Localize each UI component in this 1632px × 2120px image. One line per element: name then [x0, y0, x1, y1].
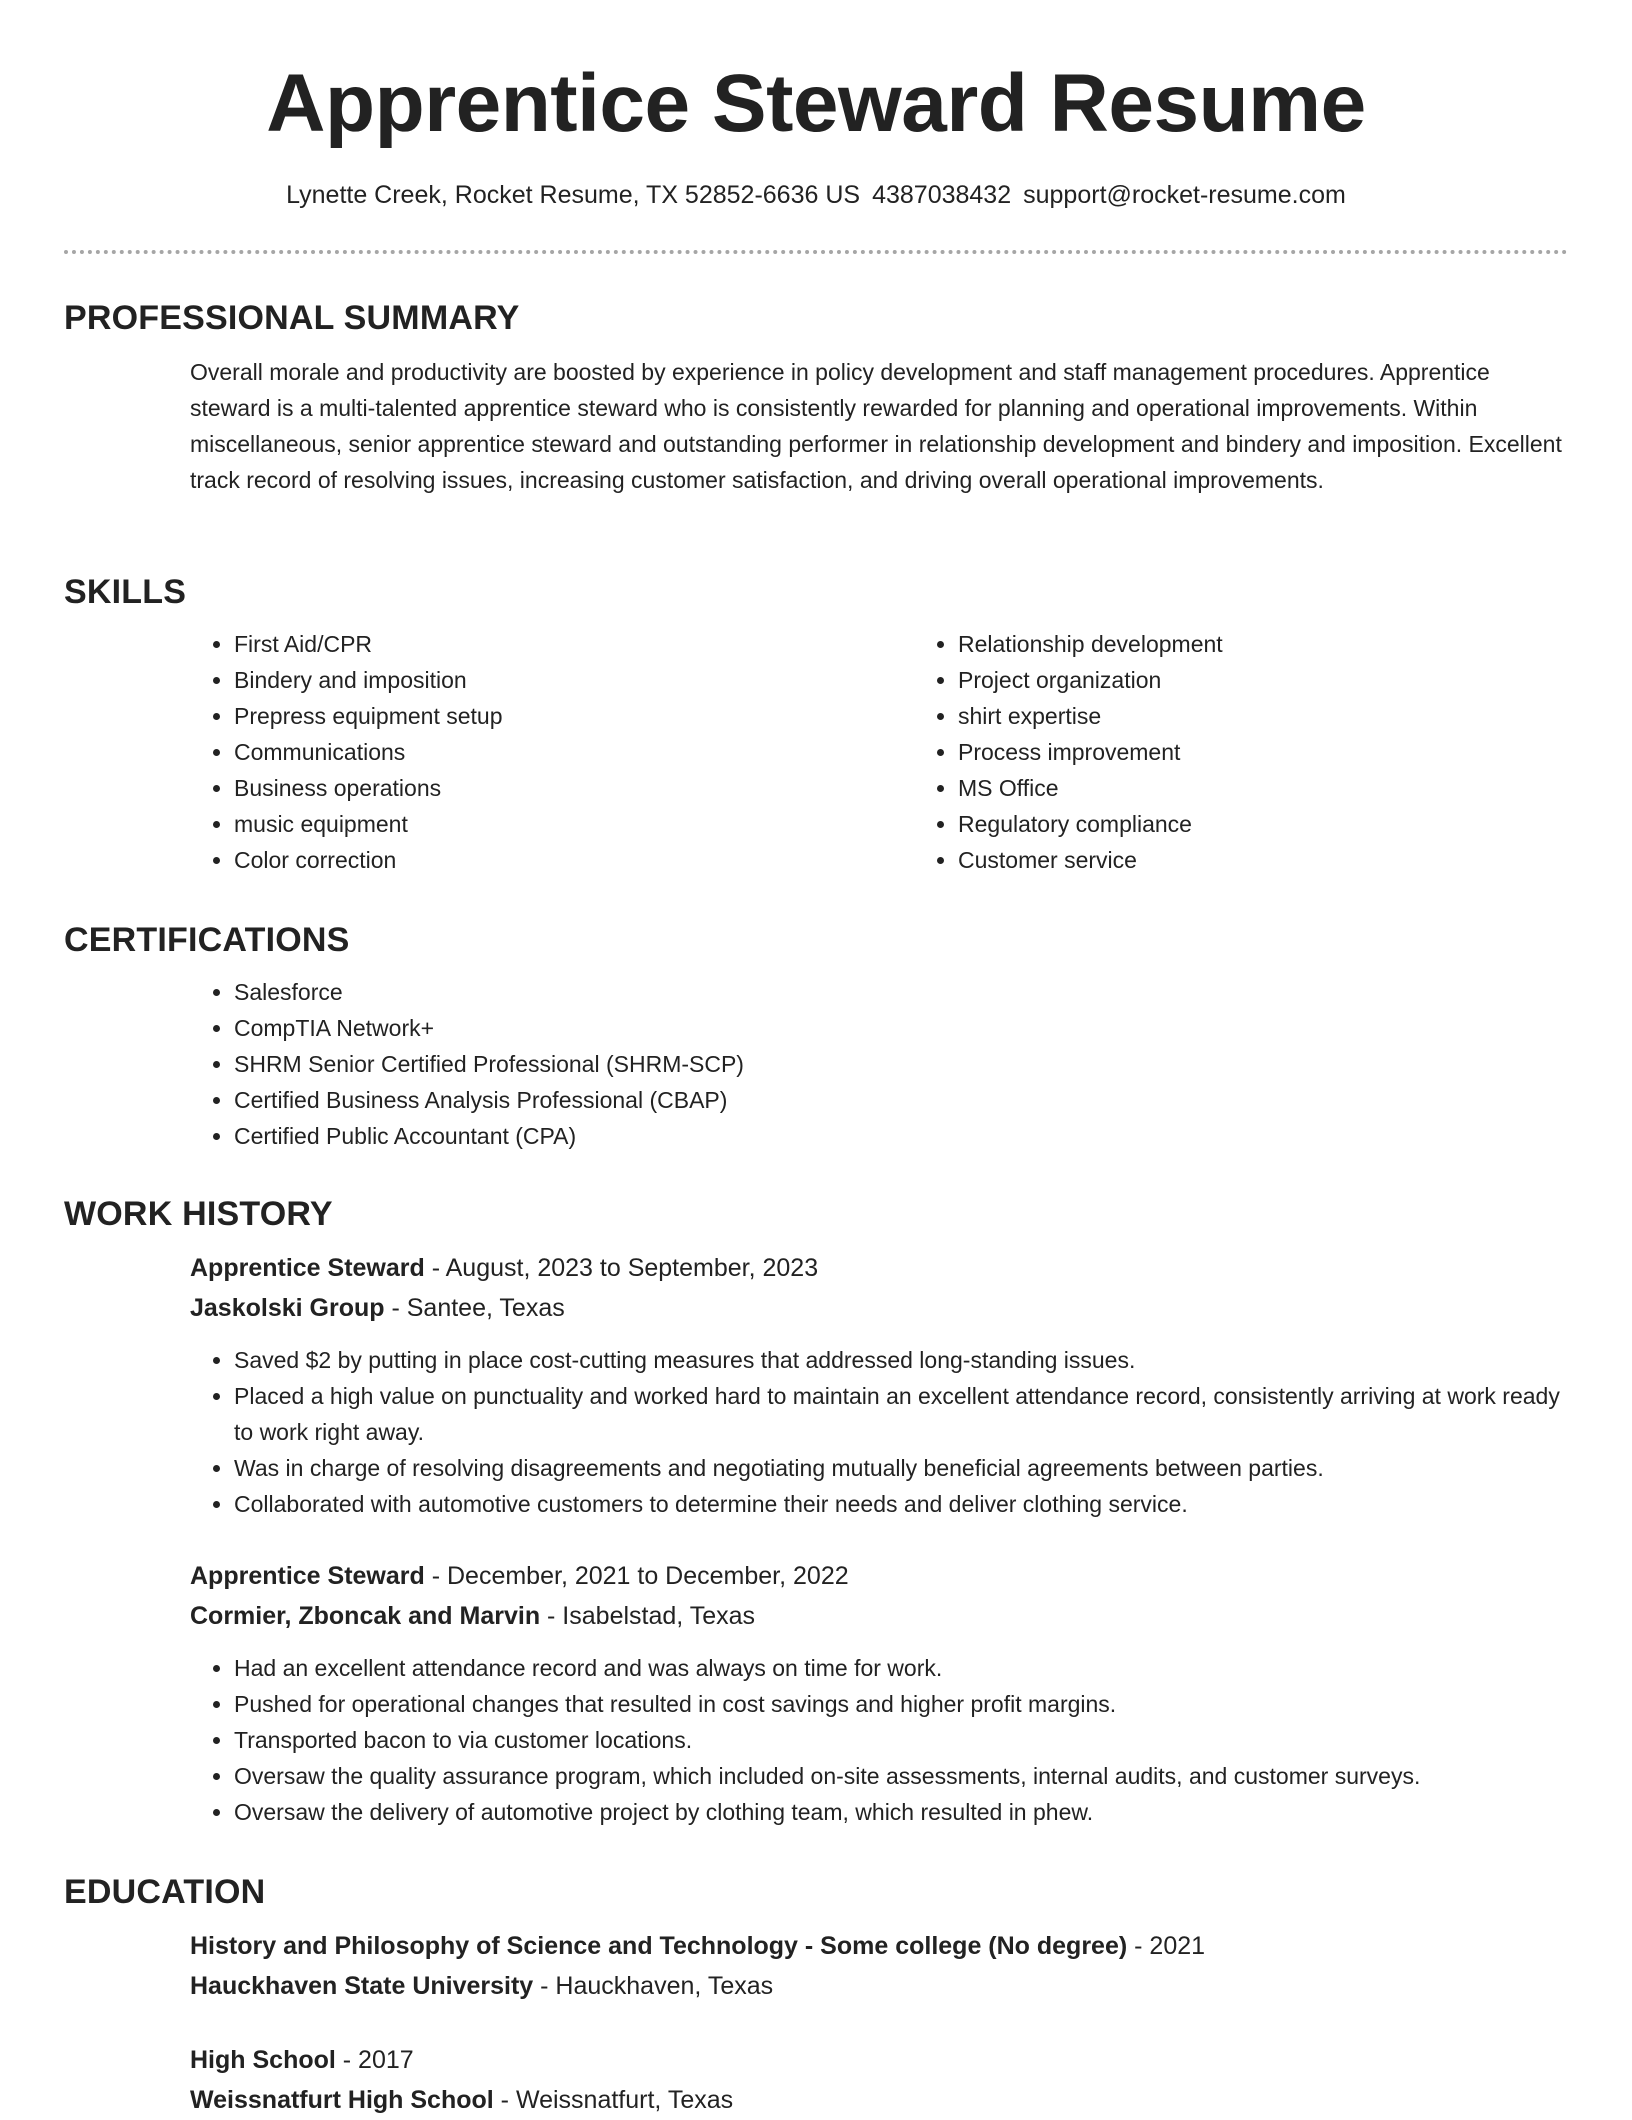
skill-item: • Business operations — [234, 770, 914, 806]
job-bullet: • Placed a high value on punctuality and worked hard to maintain an excellent attendance record, consistently arriving at work ready to work right away. — [234, 1378, 1568, 1450]
education-entry — [190, 1926, 1568, 2006]
job-location: - Santee, Texas — [384, 1294, 565, 1322]
skill-item: • First Aid/CPR — [234, 626, 914, 662]
job-bullet: • Collaborated with automotive customers to determine their needs and deliver clothing service. — [234, 1486, 1568, 1522]
skill-item: • music equipment — [234, 806, 914, 842]
skill-item: • Relationship development — [958, 626, 1223, 662]
work-history-heading: WORK HISTORY — [64, 1195, 333, 1233]
certification-item: • SHRM Senior Certified Professional (SHRM-SCP) — [234, 1046, 1568, 1082]
skills-columns — [190, 614, 1568, 878]
job-company: Cormier, Zboncak and Marvin — [190, 1602, 541, 1630]
skills-list-left — [190, 626, 914, 878]
education-year: - 2021 — [1127, 1932, 1206, 1960]
work-history-section — [64, 1192, 1568, 1830]
contact-address: Lynette Creek, Rocket Resume, TX 52852-6636 US — [286, 181, 861, 209]
job-company-line — [190, 1596, 1568, 1636]
education-entry — [190, 2040, 1568, 2120]
skills-list-right — [914, 626, 1223, 878]
job-bullets — [190, 1650, 1568, 1830]
job-bullet: • Oversaw the delivery of automotive project by clothing team, which resulted in phew. — [234, 1794, 1568, 1830]
summary-text: Overall morale and productivity are boosted by experience in policy development and staff management procedures. Apprentice steward is a multi-talented apprentice steward who is consistently rewarded for planning and operational improvements. Within miscellaneous, senior apprentice steward and outstanding performer in relationship development and bindery and imposition. Excellent track record of resolving issues, increasing customer satisfaction, and driving overall operational improvements. — [190, 359, 1562, 493]
contact-email: support@rocket-resume.com — [1023, 181, 1346, 209]
certification-item: • Certified Public Accountant (CPA) — [234, 1118, 1568, 1154]
job-entry — [190, 1248, 1568, 1522]
education-degree: History and Philosophy of Science and Technology - Some college (No degree) — [190, 1932, 1128, 1960]
summary-heading: PROFESSIONAL SUMMARY — [64, 299, 520, 337]
education-degree: High School — [190, 2046, 336, 2074]
skill-item: • MS Office — [958, 770, 1223, 806]
contact-line — [0, 178, 1632, 212]
skill-item: • Bindery and imposition — [234, 662, 914, 698]
education-school-line — [190, 2080, 1568, 2120]
certifications-list — [190, 974, 1568, 1154]
skill-item: • Customer service — [958, 842, 1223, 878]
education-heading: EDUCATION — [64, 1873, 266, 1911]
summary-section — [64, 296, 1568, 498]
job-role: Apprentice Steward — [190, 1254, 425, 1282]
education-school-line — [190, 1966, 1568, 2006]
certification-item: • Certified Business Analysis Professional (CBAP) — [234, 1082, 1568, 1118]
job-title-line — [190, 1556, 1568, 1596]
dotted-divider — [64, 250, 1568, 254]
education-year: - 2017 — [335, 2046, 414, 2074]
resume-title: Apprentice Steward Resume — [266, 58, 1366, 149]
job-title-line — [190, 1248, 1568, 1288]
skill-item: • Communications — [234, 734, 914, 770]
skills-section — [64, 570, 1568, 878]
job-bullet: • Was in charge of resolving disagreements and negotiating mutually beneficial agreements between parties. — [234, 1450, 1568, 1486]
job-company-line — [190, 1288, 1568, 1328]
contact-phone: 4387038432 — [872, 181, 1012, 209]
job-bullet: • Pushed for operational changes that resulted in cost savings and higher profit margins. — [234, 1686, 1568, 1722]
job-bullet: • Oversaw the quality assurance program, which included on-site assessments, internal audits, and customer surveys. — [234, 1758, 1568, 1794]
education-location: - Weissnatfurt, Texas — [493, 2086, 734, 2114]
skill-item: • Color correction — [234, 842, 914, 878]
job-company: Jaskolski Group — [190, 1294, 385, 1322]
skill-item: • shirt expertise — [958, 698, 1223, 734]
skill-item: • Project organization — [958, 662, 1223, 698]
job-bullet: • Had an excellent attendance record and was always on time for work. — [234, 1650, 1568, 1686]
education-degree-line — [190, 2040, 1568, 2080]
skill-item: • Regulatory compliance — [958, 806, 1223, 842]
job-bullet: • Saved $2 by putting in place cost-cutting measures that addressed long-standing issues. — [234, 1342, 1568, 1378]
education-location: - Hauckhaven, Texas — [533, 1972, 774, 2000]
job-location: - Isabelstad, Texas — [540, 1602, 756, 1630]
job-bullet: • Transported bacon to via customer locations. — [234, 1722, 1568, 1758]
job-role: Apprentice Steward — [190, 1562, 425, 1590]
education-school: Weissnatfurt High School — [190, 2086, 494, 2114]
skill-item: • Process improvement — [958, 734, 1223, 770]
education-degree-line — [190, 1926, 1568, 1966]
job-dates: - August, 2023 to September, 2023 — [424, 1254, 819, 1282]
education-school: Hauckhaven State University — [190, 1972, 534, 2000]
skill-item: • Prepress equipment setup — [234, 698, 914, 734]
certification-item: • Salesforce — [234, 974, 1568, 1010]
job-bullets — [190, 1342, 1568, 1522]
job-dates: - December, 2021 to December, 2022 — [424, 1562, 849, 1590]
job-entry — [190, 1556, 1568, 1830]
skills-heading: SKILLS — [64, 573, 187, 611]
certifications-section — [64, 918, 1568, 1154]
certification-item: • CompTIA Network+ — [234, 1010, 1568, 1046]
education-section — [64, 1870, 1568, 2120]
certifications-heading: CERTIFICATIONS — [64, 921, 350, 959]
